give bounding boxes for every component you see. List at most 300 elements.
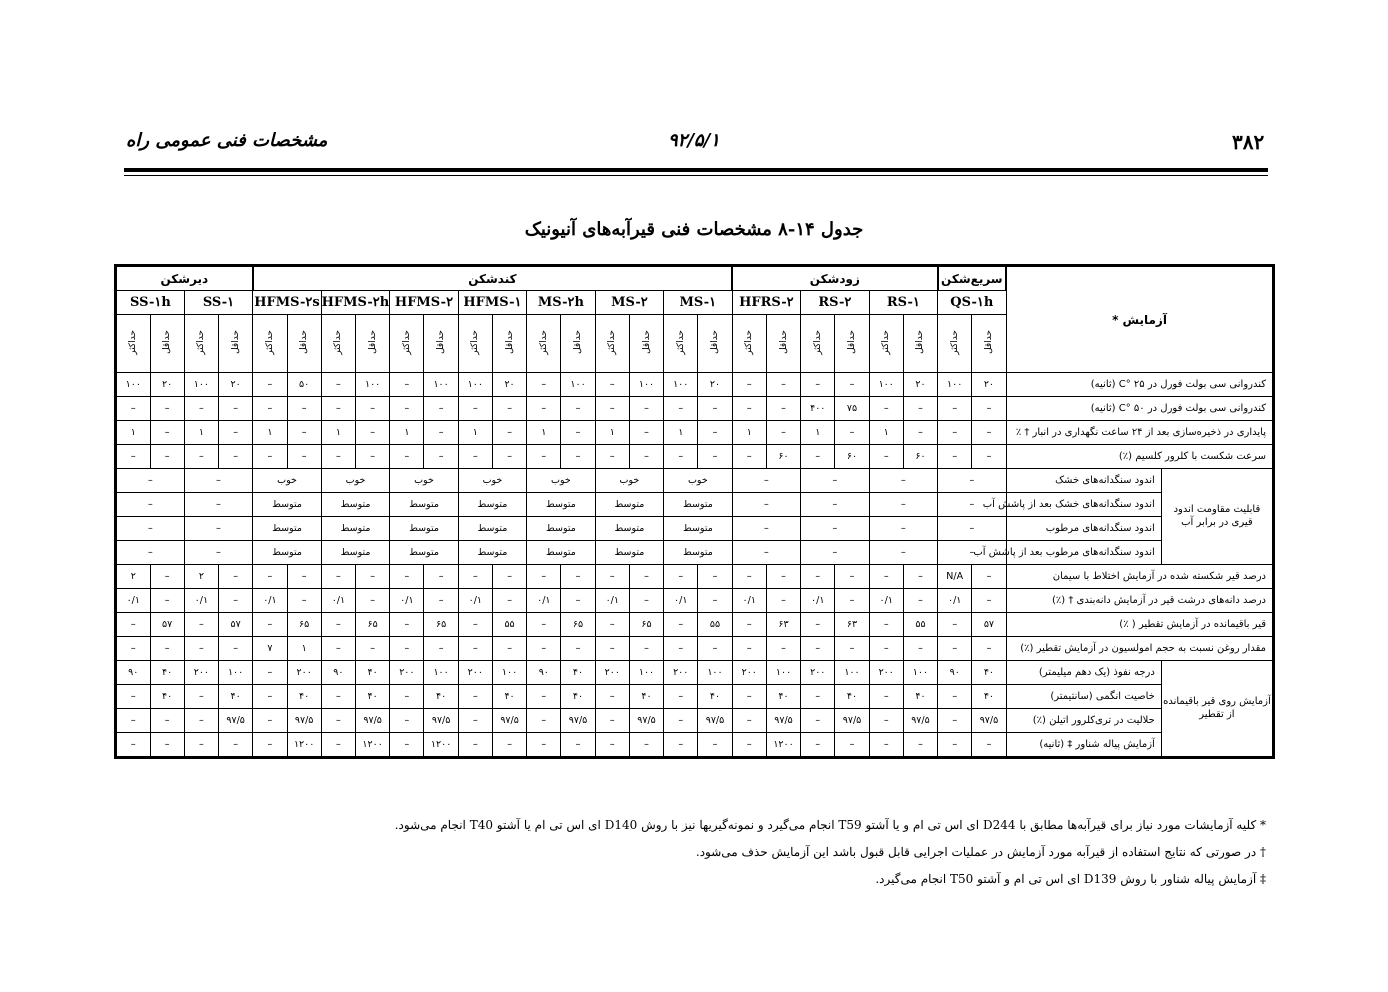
coating-cell-ms: متوسط xyxy=(321,517,389,541)
value-cell: – xyxy=(664,709,698,733)
value-cell: ۶۵ xyxy=(287,613,321,637)
value-cell: ۹۰ xyxy=(116,661,151,685)
min-header xyxy=(356,315,390,373)
grade-header: MS-۲h xyxy=(527,291,595,315)
max-label: حداکثر xyxy=(264,329,275,355)
min-label: حداقل xyxy=(915,330,926,354)
grade-header: MS-۱ xyxy=(664,291,732,315)
max-label: حداکثر xyxy=(744,329,755,355)
value-cell: – xyxy=(972,397,1006,421)
value-cell: – xyxy=(253,661,287,685)
max-label: حداکثر xyxy=(470,329,481,355)
value-cell: – xyxy=(629,637,663,661)
value-cell: – xyxy=(903,565,937,589)
value-cell: ۴۰ xyxy=(766,685,800,709)
value-cell: ۲ xyxy=(116,565,151,589)
value-cell: – xyxy=(184,733,218,758)
coating-cell-ms: متوسط xyxy=(458,517,526,541)
value-cell: – xyxy=(219,421,253,445)
coating-cell-ms: متوسط xyxy=(321,493,389,517)
value-cell: – xyxy=(903,733,937,758)
value-cell: ۱۰۰ xyxy=(561,373,595,397)
value-cell: – xyxy=(801,733,835,758)
coating-cell-ms: متوسط xyxy=(595,517,663,541)
coating-cell-ms: خوب xyxy=(390,469,458,493)
value-cell: ۷ xyxy=(253,637,287,661)
value-cell: – xyxy=(595,733,629,758)
max-label: حداکثر xyxy=(949,329,960,355)
value-cell: – xyxy=(527,445,561,469)
value-cell: ۰/۱ xyxy=(253,589,287,613)
coating-cell-ms: متوسط xyxy=(390,517,458,541)
value-cell: – xyxy=(698,421,732,445)
value-cell: – xyxy=(424,565,458,589)
coating-cell-hfrs2: – xyxy=(732,541,801,565)
value-cell: – xyxy=(150,637,184,661)
value-cell: – xyxy=(561,445,595,469)
max-label: حداکثر xyxy=(675,329,686,355)
min-header xyxy=(424,315,458,373)
value-cell: – xyxy=(938,445,972,469)
value-cell: ۲۰۰ xyxy=(390,661,424,685)
value-cell: – xyxy=(801,685,835,709)
value-cell: – xyxy=(629,589,663,613)
value-cell: ۱۲۰۰ xyxy=(766,733,800,758)
value-cell: – xyxy=(253,613,287,637)
value-cell: – xyxy=(184,685,218,709)
value-cell: ۹۰ xyxy=(938,661,972,685)
coating-cell-ms: خوب xyxy=(253,469,322,493)
value-cell: – xyxy=(732,445,766,469)
value-cell: – xyxy=(424,589,458,613)
value-cell: ۶۰ xyxy=(766,445,800,469)
value-cell: – xyxy=(184,637,218,661)
value-cell: ۱ xyxy=(527,421,561,445)
value-cell: ۱۰۰ xyxy=(629,373,663,397)
value-cell: ۲۰۰ xyxy=(287,661,321,685)
value-cell: – xyxy=(321,613,355,637)
coating-cell-ms: متوسط xyxy=(253,517,322,541)
value-cell: – xyxy=(390,373,424,397)
value-cell: ۱ xyxy=(664,421,698,445)
grade-header: RS-۱ xyxy=(869,291,937,315)
value-cell: – xyxy=(869,397,903,421)
value-cell: – xyxy=(801,445,835,469)
coating-cell-ss1: – xyxy=(184,493,252,517)
value-cell: – xyxy=(766,397,800,421)
value-cell: ۲۰۰ xyxy=(184,661,218,685)
value-cell: – xyxy=(938,397,972,421)
value-cell: – xyxy=(356,565,390,589)
footnote-2: † در صورتی که نتایج استفاده از قیرآبه مورد آزمایش در عملیات اجرایی قابل قبول باشد این آزمایش حذف می‌شود. xyxy=(695,845,1266,859)
value-cell: ۴۰ xyxy=(424,685,458,709)
value-cell: ۹۷/۵ xyxy=(287,709,321,733)
value-cell: – xyxy=(253,373,287,397)
value-cell: ۴۰ xyxy=(903,685,937,709)
coating-cell-ms: متوسط xyxy=(595,493,663,517)
value-cell: ۰/۱ xyxy=(527,589,561,613)
min-label: حداقل xyxy=(983,330,994,354)
grade-header: QS-۱h xyxy=(938,291,1006,315)
value-cell: – xyxy=(356,445,390,469)
coating-cell-ms: متوسط xyxy=(527,517,595,541)
value-cell: – xyxy=(390,709,424,733)
value-cell: – xyxy=(321,445,355,469)
value-cell: – xyxy=(732,373,766,397)
value-cell: ۹۷/۵ xyxy=(424,709,458,733)
value-cell: ۲۰۰ xyxy=(732,661,766,685)
group-header: دیرشکن xyxy=(116,266,253,291)
test-label: قیر باقیمانده در آزمایش تقطیر ( ٪) xyxy=(1006,613,1273,637)
value-cell: ۵۵ xyxy=(903,613,937,637)
value-cell: – xyxy=(253,397,287,421)
max-header xyxy=(938,315,972,373)
value-cell: – xyxy=(116,445,151,469)
value-cell: – xyxy=(698,589,732,613)
value-cell: – xyxy=(664,637,698,661)
value-cell: – xyxy=(561,637,595,661)
value-cell: – xyxy=(287,589,321,613)
value-cell: – xyxy=(150,445,184,469)
grade-header: HFMS-۱ xyxy=(458,291,526,315)
min-label: حداقل xyxy=(846,330,857,354)
value-cell: – xyxy=(835,565,869,589)
value-cell: ۲۰ xyxy=(219,373,253,397)
value-cell: – xyxy=(527,397,561,421)
value-cell: ۵۷ xyxy=(150,613,184,637)
value-cell: – xyxy=(390,445,424,469)
test-label: مقدار روغن نسبت به حجم امولسیون در آزمایش تقطیر (٪) xyxy=(1006,637,1273,661)
max-label: حداکثر xyxy=(812,329,823,355)
value-cell: – xyxy=(321,373,355,397)
value-cell: – xyxy=(116,733,151,758)
max-label: حداکثر xyxy=(538,329,549,355)
value-cell: – xyxy=(561,733,595,758)
value-cell: ۵۷ xyxy=(219,613,253,637)
value-cell: ۰/۱ xyxy=(116,589,151,613)
coating-cell-ms: متوسط xyxy=(664,493,732,517)
value-cell: ۱ xyxy=(595,421,629,445)
coating-cell-ss1h: – xyxy=(116,541,185,565)
value-cell: – xyxy=(390,637,424,661)
value-cell: – xyxy=(321,565,355,589)
max-label: حداکثر xyxy=(881,329,892,355)
coating-cell-ms: خوب xyxy=(595,469,663,493)
test-column-header: آزمایش * xyxy=(1006,266,1273,373)
value-cell: – xyxy=(903,589,937,613)
value-cell: – xyxy=(732,565,766,589)
value-cell: ۴۰ xyxy=(835,685,869,709)
test-label: پایداری در ذخیره‌سازی بعد از ۲۴ ساعت نگهداری در انبار † ٪ xyxy=(1006,421,1273,445)
value-cell: ۱۰۰ xyxy=(629,661,663,685)
coating-cell-rs1: – xyxy=(869,493,937,517)
table-title: جدول ۱۴-۸ مشخصات فنی قیرآبه‌های آنیونیک xyxy=(524,219,864,240)
value-cell: – xyxy=(561,397,595,421)
value-cell: ۱۰۰ xyxy=(766,661,800,685)
coating-cell-ss1: – xyxy=(184,517,252,541)
value-cell: – xyxy=(903,397,937,421)
page-date: ۹۲/۵/۱ xyxy=(668,130,720,151)
value-cell: – xyxy=(835,421,869,445)
value-cell: ۶۵ xyxy=(356,613,390,637)
value-cell: – xyxy=(972,637,1006,661)
value-cell: ۴۰ xyxy=(356,661,390,685)
value-cell: – xyxy=(835,589,869,613)
value-cell: ۰/۱ xyxy=(595,589,629,613)
value-cell: – xyxy=(287,565,321,589)
value-cell: – xyxy=(801,709,835,733)
value-cell: ۹۰ xyxy=(321,661,355,685)
value-cell: ۱ xyxy=(458,421,492,445)
test-label: کندروانی سی بولت فورل در ۲۵ °C (ثانیه) xyxy=(1006,373,1273,397)
min-label: حداقل xyxy=(230,330,241,354)
value-cell: – xyxy=(116,613,151,637)
value-cell: – xyxy=(492,421,526,445)
max-header xyxy=(595,315,629,373)
value-cell: – xyxy=(595,637,629,661)
value-cell: – xyxy=(219,733,253,758)
coating-cell-ss1h: – xyxy=(116,517,185,541)
value-cell: – xyxy=(938,421,972,445)
value-cell: ۱۰۰ xyxy=(903,661,937,685)
value-cell: – xyxy=(219,565,253,589)
coating-cell-ms: متوسط xyxy=(253,493,322,517)
coating-cell-ss1: – xyxy=(184,469,252,493)
test-label: سرعت شکست با کلرور کلسیم (٪) xyxy=(1006,445,1273,469)
value-cell: ۵۷ xyxy=(972,613,1006,637)
coating-cell-hfrs2: – xyxy=(732,517,801,541)
value-cell: – xyxy=(766,637,800,661)
value-cell: – xyxy=(629,445,663,469)
coating-cell-ms: متوسط xyxy=(527,541,595,565)
value-cell: ۹۷/۵ xyxy=(903,709,937,733)
grade-header: HFMS-۲h xyxy=(321,291,389,315)
max-label: حداکثر xyxy=(196,329,207,355)
coating-cell-qs: – xyxy=(938,517,1006,541)
coating-cell-ms: متوسط xyxy=(527,493,595,517)
coating-cell-rs2: – xyxy=(801,541,869,565)
value-cell: – xyxy=(938,685,972,709)
value-cell: – xyxy=(972,445,1006,469)
value-cell: – xyxy=(698,733,732,758)
value-cell: – xyxy=(424,397,458,421)
value-cell: – xyxy=(664,445,698,469)
residue-test-label: خاصیت انگمی (سانتیمتر) xyxy=(1006,685,1161,709)
coating-test-label: اندود سنگدانه‌های مرطوب بعد از پاشش آب xyxy=(1006,541,1161,565)
value-cell: ۱۰۰ xyxy=(356,373,390,397)
value-cell: ۰/۱ xyxy=(321,589,355,613)
min-label: حداقل xyxy=(573,330,584,354)
max-label: حداکثر xyxy=(401,329,412,355)
coating-cell-rs2: – xyxy=(801,493,869,517)
value-cell: N/A xyxy=(938,565,972,589)
value-cell: – xyxy=(732,613,766,637)
value-cell: – xyxy=(390,565,424,589)
emulsion-spec-table xyxy=(114,264,1275,759)
header-rule-thin xyxy=(124,175,1268,176)
value-cell: – xyxy=(869,445,903,469)
coating-cell-ms: متوسط xyxy=(595,541,663,565)
value-cell: – xyxy=(424,637,458,661)
test-label: درصد قیر شکسته شده در آزمایش اختلاط با سیمان xyxy=(1006,565,1273,589)
value-cell: ۴۰ xyxy=(150,661,184,685)
value-cell: – xyxy=(492,445,526,469)
max-label: حداکثر xyxy=(128,329,139,355)
value-cell: – xyxy=(698,445,732,469)
value-cell: ۰/۱ xyxy=(664,589,698,613)
value-cell: ۰/۱ xyxy=(184,589,218,613)
value-cell: ۰/۱ xyxy=(869,589,903,613)
value-cell: ۹۷/۵ xyxy=(356,709,390,733)
value-cell: – xyxy=(492,637,526,661)
min-header xyxy=(698,315,732,373)
min-header xyxy=(972,315,1006,373)
value-cell: – xyxy=(458,685,492,709)
value-cell: – xyxy=(287,445,321,469)
value-cell: – xyxy=(801,637,835,661)
value-cell: – xyxy=(595,613,629,637)
min-header xyxy=(629,315,663,373)
value-cell: – xyxy=(116,709,151,733)
value-cell: – xyxy=(972,733,1006,758)
max-header xyxy=(184,315,218,373)
value-cell: ۱ xyxy=(253,421,287,445)
coating-test-label: اندود سنگدانه‌های خشک بعد از پاشش آب xyxy=(1006,493,1161,517)
residue-test-label: درجه نفوذ (یک دهم میلیمتر) xyxy=(1006,661,1161,685)
value-cell: ۱۰۰ xyxy=(492,661,526,685)
value-cell: – xyxy=(869,613,903,637)
grade-header: SS-۱h xyxy=(116,291,185,315)
value-cell: ۱۲۰۰ xyxy=(287,733,321,758)
grade-header: HFMS-۲s xyxy=(253,291,322,315)
coating-cell-ms: متوسط xyxy=(458,541,526,565)
min-header xyxy=(903,315,937,373)
max-header xyxy=(321,315,355,373)
value-cell: ۹۷/۵ xyxy=(698,709,732,733)
min-label: حداقل xyxy=(162,330,173,354)
value-cell: ۲ xyxy=(184,565,218,589)
value-cell: – xyxy=(116,637,151,661)
value-cell: ۱۲۰۰ xyxy=(424,733,458,758)
value-cell: – xyxy=(321,637,355,661)
value-cell: ۹۷/۵ xyxy=(766,709,800,733)
coating-cell-ms: متوسط xyxy=(458,493,526,517)
value-cell: ۲۰ xyxy=(150,373,184,397)
value-cell: – xyxy=(664,565,698,589)
value-cell: – xyxy=(219,445,253,469)
group-header: کندشکن xyxy=(253,266,732,291)
value-cell: – xyxy=(458,733,492,758)
value-cell: ۵۵ xyxy=(492,613,526,637)
value-cell: – xyxy=(664,733,698,758)
grade-header: RS-۲ xyxy=(801,291,869,315)
value-cell: – xyxy=(458,397,492,421)
value-cell: ۵۵ xyxy=(698,613,732,637)
value-cell: ۱۰۰ xyxy=(664,373,698,397)
footnote-1: * کلیه آزمایشات مورد نیاز برای قیرآبه‌ها مطابق با D244 ای اس تی ام و یا آشتو T59 انجام می‌گیرد و نمونه‌گیریها نیز با روش D140 ای اس تی ام یا آشتو T40 انجام می‌شود. xyxy=(394,818,1266,832)
value-cell: – xyxy=(356,589,390,613)
value-cell: – xyxy=(835,373,869,397)
value-cell: ۲۰۰ xyxy=(801,661,835,685)
value-cell: ۱ xyxy=(732,421,766,445)
value-cell: – xyxy=(184,397,218,421)
value-cell: ۰/۱ xyxy=(458,589,492,613)
value-cell: – xyxy=(287,421,321,445)
value-cell: ۵۰ xyxy=(287,373,321,397)
coating-cell-qs: – xyxy=(938,493,1006,517)
value-cell: ۴۰ xyxy=(972,685,1006,709)
value-cell: – xyxy=(492,589,526,613)
value-cell: ۲۰ xyxy=(903,373,937,397)
value-cell: – xyxy=(835,733,869,758)
value-cell: ۷۵ xyxy=(835,397,869,421)
book-title: مشخصات فنی عمومی راه xyxy=(126,130,328,151)
value-cell: – xyxy=(458,613,492,637)
value-cell: ۱۰۰ xyxy=(835,661,869,685)
value-cell: ۹۷/۵ xyxy=(561,709,595,733)
value-cell: – xyxy=(629,565,663,589)
value-cell: ۴۰ xyxy=(561,661,595,685)
value-cell: – xyxy=(527,685,561,709)
value-cell: – xyxy=(492,397,526,421)
value-cell: – xyxy=(458,709,492,733)
value-cell: ۶۵ xyxy=(561,613,595,637)
value-cell: ۱۰۰ xyxy=(698,661,732,685)
value-cell: – xyxy=(321,685,355,709)
value-cell: – xyxy=(321,397,355,421)
coating-test-label: اندود سنگدانه‌های خشک xyxy=(1006,469,1161,493)
header-rule xyxy=(124,168,1268,172)
value-cell: – xyxy=(390,733,424,758)
value-cell: ۱۰۰ xyxy=(219,661,253,685)
value-cell: – xyxy=(869,709,903,733)
page-number: ۳۸۲ xyxy=(1232,130,1265,154)
min-label: حداقل xyxy=(367,330,378,354)
value-cell: – xyxy=(766,373,800,397)
value-cell: ۴۰ xyxy=(150,685,184,709)
min-header xyxy=(835,315,869,373)
coating-cell-ms: خوب xyxy=(321,469,389,493)
coating-cell-hfrs2: – xyxy=(732,493,801,517)
group-header: سریع‌شکن xyxy=(938,266,1006,291)
value-cell: – xyxy=(698,397,732,421)
value-cell: ۲۰۰ xyxy=(869,661,903,685)
value-cell: – xyxy=(835,637,869,661)
value-cell: – xyxy=(116,397,151,421)
value-cell: ۶۰ xyxy=(903,445,937,469)
max-label: حداکثر xyxy=(333,329,344,355)
value-cell: ۱ xyxy=(321,421,355,445)
value-cell: – xyxy=(732,397,766,421)
value-cell: – xyxy=(150,733,184,758)
value-cell: ۱ xyxy=(390,421,424,445)
value-cell: – xyxy=(424,421,458,445)
value-cell: ۴۰ xyxy=(492,685,526,709)
value-cell: – xyxy=(766,421,800,445)
value-cell: ۶۳ xyxy=(766,613,800,637)
coating-cell-ms: خوب xyxy=(527,469,595,493)
value-cell: ۶۵ xyxy=(424,613,458,637)
coating-cell-ms: متوسط xyxy=(390,493,458,517)
coating-cell-qs: – xyxy=(938,541,1006,565)
value-cell: – xyxy=(527,373,561,397)
min-header xyxy=(561,315,595,373)
min-label: حداقل xyxy=(299,330,310,354)
value-cell: ۱۰۰ xyxy=(424,661,458,685)
value-cell: ۲۰۰ xyxy=(458,661,492,685)
coating-cell-rs1: – xyxy=(869,541,937,565)
coating-cell-ms: متوسط xyxy=(664,541,732,565)
